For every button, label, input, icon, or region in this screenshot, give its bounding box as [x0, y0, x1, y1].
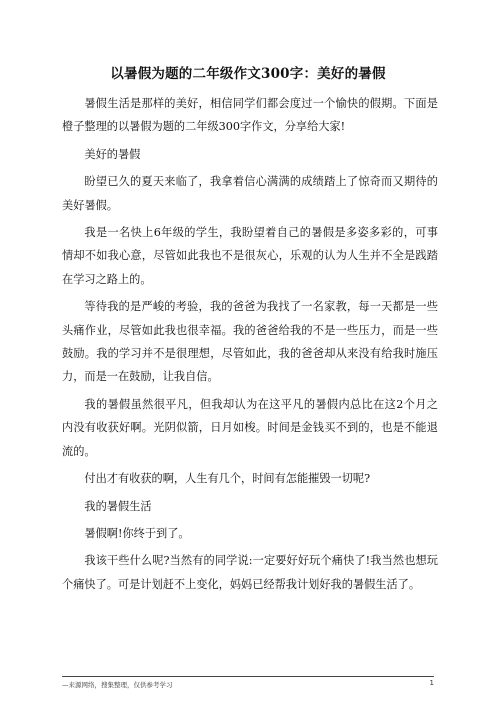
paragraph: 等待我的是严峻的考验，我的爸爸为我找了一名家教，每一天都是一些头痛作业，尽管如此我也很幸福。我的爸爸给我的不是一些压力，而是一些鼓励。我的学习并不是很理想，尽管如此，我的爸爸却从来没有给我时施压力，而是一在鼓励，让我自信。 [62, 300, 438, 384]
page-number: 1 [429, 679, 434, 687]
document-title: 以暑假为题的二年级作文300字：美好的暑假 [110, 66, 386, 82]
paragraph: 暑假啊!你终于到了。 [84, 526, 190, 540]
section-heading-my-summer-life: 我的暑假生活 [84, 499, 152, 513]
paragraph: 我该干些什么呢?当然有的同学说:一定要好好玩个痛快了!我当然也想玩个痛快了。可是计划赶不上变化，妈妈已经帮我计划好我的暑假生活了。 [62, 554, 438, 591]
section-heading-beautiful-summer: 美好的暑假 [84, 147, 141, 161]
paragraph-intro: 暑假生活是那样的美好，相信同学们都会度过一个愉快的假期。下面是橙子整理的以暑假为题的二年级300字作文，分享给大家! [62, 97, 438, 134]
footer-note: —来源网络，搜集整理，仅供参考学习 [62, 681, 173, 689]
paragraph: 我的暑假虽然很平凡，但我却认为在这平凡的暑假内总比在这2个月之内没有收获好啊。光阴似箭，日月如梭。时间是金钱买不到的，也是不能退流的。 [62, 397, 438, 458]
document-body [62, 92, 438, 600]
paragraph: 付出才有收获的啊，人生有几个，时间有怎能摧毁一切呢? [84, 472, 371, 486]
page-footer [62, 676, 434, 689]
paragraph: 我是一名快上6年级的学生，我盼望着自己的暑假是多姿多彩的，可事情却不如我心意，尽管如此我也不是很灰心，乐观的认为人生并不全是践踏在学习之路上的。 [62, 226, 438, 286]
paragraph: 盼望已久的夏天来临了，我拿着信心满满的成绩踏上了惊奇而又期待的美好暑假。 [62, 175, 438, 212]
